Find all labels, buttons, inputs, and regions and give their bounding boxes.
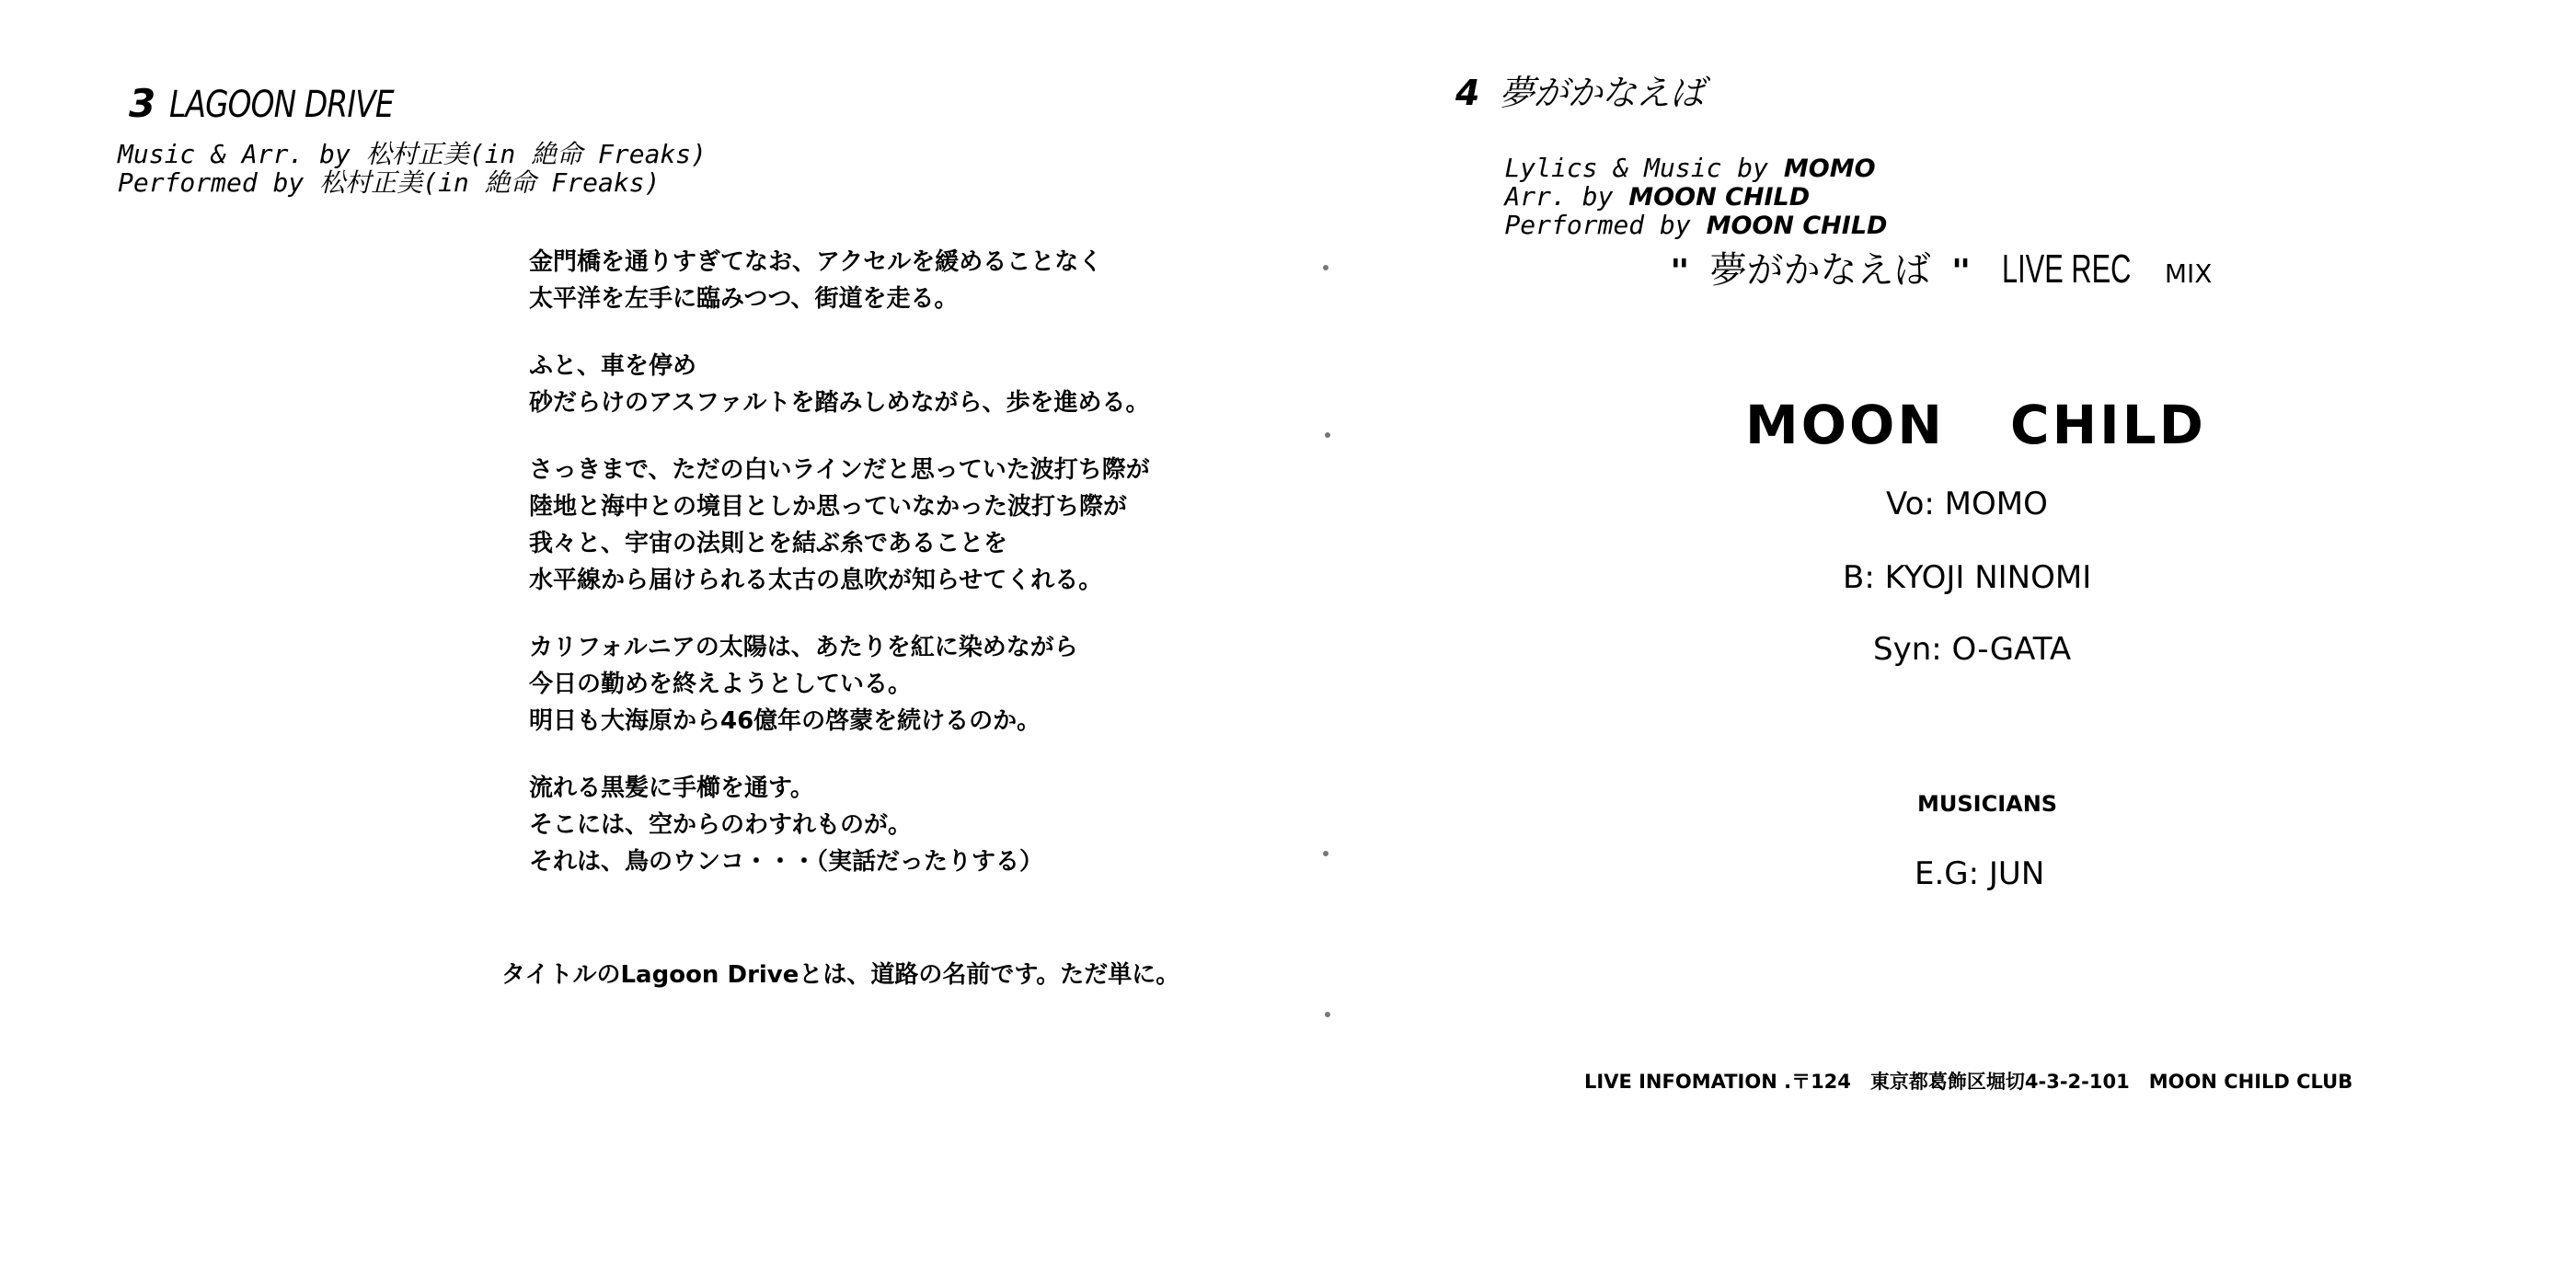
lyric-line: 陸地と海中との境目としか思っていなかった波打ち際が	[529, 493, 1128, 521]
musicians-heading: MUSICIANS	[1917, 791, 2058, 817]
lyric-line: 流れる黒髪に手櫛を通す。	[529, 774, 814, 802]
member-bass: B: KYOJI NINOMI	[1843, 559, 2092, 596]
lyric-stanza	[529, 348, 1247, 421]
musician-guitar: E.G: JUN	[1915, 855, 2045, 892]
lyric-line: さっきまで、ただの白いラインだと思っていた波打ち際が	[529, 456, 1150, 484]
mix-song-title: 夢がかなえば	[1709, 249, 1931, 292]
track-3-title: LAGOON DRIVE	[168, 84, 394, 126]
track-4-number: 4	[1455, 73, 1479, 113]
lyric-line: 太平洋を左手に臨みつつ、街道を走る。	[529, 285, 959, 313]
credit-label: Lylics & Music by	[1504, 153, 1784, 183]
lyric-line: それは、鳥のウンコ・・・（実話だったりする）	[529, 848, 1044, 876]
track-3-credit-performed: Performed by 松村正美(in 絶命 Freaks)	[118, 167, 661, 198]
track-4-title: 夢がかなえば	[1499, 73, 1704, 113]
lyric-line: そこには、空からのわすれものが。	[529, 811, 913, 839]
mix-title	[1670, 241, 2213, 293]
lyric-line: 明日も大海原から46億年の啓蒙を続けるのか。	[529, 707, 1041, 735]
live-rec-label: LIVE REC	[2002, 247, 2132, 292]
track-3-heading	[129, 81, 443, 126]
member-synth: Syn: O-GATA	[1873, 631, 2072, 668]
credit-name: MOMO	[1783, 155, 1876, 183]
credit-name: MOON CHILD	[1628, 183, 1811, 212]
band-name: MOON CHILD	[1745, 394, 2206, 456]
open-quote: "	[1670, 253, 1690, 291]
track-3-number: 3	[129, 81, 155, 126]
lyric-line: カリフォルニアの太陽は、あたりを紅に染めながら	[529, 634, 1078, 661]
title-footnote: タイトルのLagoon Driveとは、道路の名前です。ただ単に。	[501, 961, 1180, 989]
credit-name: MOON CHILD	[1706, 212, 1888, 240]
mix-label: MIX	[2164, 258, 2213, 289]
live-information: LIVE INFOMATION .〒124 東京都葛飾区堀切4-3-2-101 MOON CHILD CLUB	[1584, 1071, 2353, 1093]
lyric-stanza	[529, 244, 1247, 317]
track-3-credit-music: Music & Arr. by 松村正美(in 絶命 Freaks)	[118, 139, 707, 169]
lyric-stanza	[529, 452, 1247, 599]
track-3-lyrics	[529, 244, 1247, 880]
lyric-line: 我々と、宇宙の法則とを結ぶ糸であることを	[529, 530, 1008, 557]
lyric-line: 今日の勤めを終えようとしている。	[529, 671, 913, 698]
lyric-stanza	[529, 629, 1247, 740]
credit-label: Performed by	[1504, 210, 1707, 240]
track-4-heading	[1455, 64, 1704, 115]
close-quote: "	[1950, 253, 1972, 291]
lyric-line: 砂だらけのアスファルトを踏みしめながら、歩を進める。	[529, 389, 1150, 417]
lyric-line: 金門橋を通りすぎてなお、アクセルを緩めることなく	[529, 248, 1103, 276]
member-vocals: Vo: MOMO	[1886, 486, 2048, 522]
lyric-stanza	[529, 770, 1247, 880]
lyric-line: 水平線から届けられる太古の息吹が知らせてくれる。	[529, 567, 1103, 594]
lyric-line: ふと、車を停め	[529, 352, 697, 380]
credit-label: Arr. by	[1504, 181, 1629, 212]
